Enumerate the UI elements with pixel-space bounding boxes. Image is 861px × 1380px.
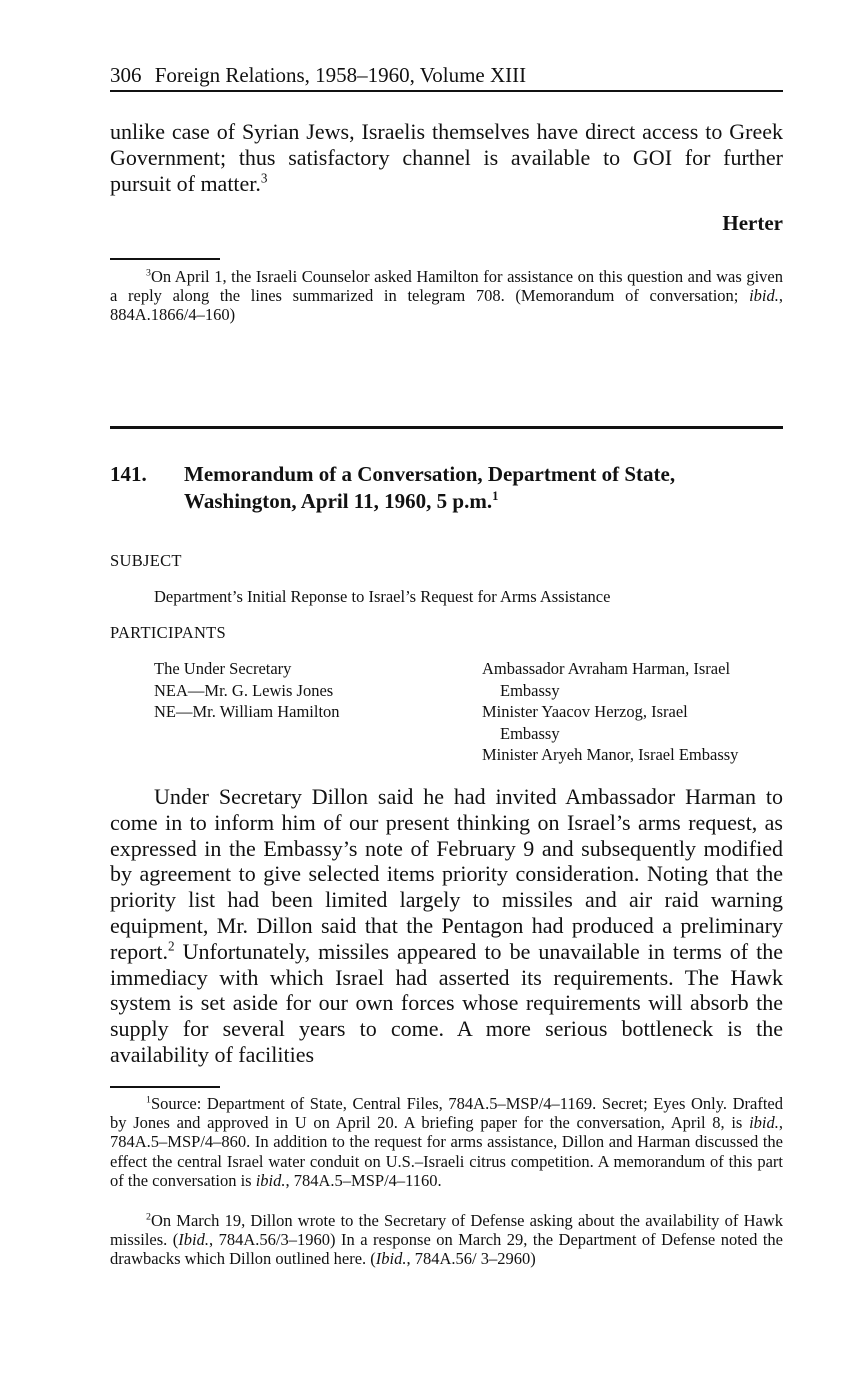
footnote-text: , 784A.56/ 3–2960): [406, 1249, 536, 1269]
footnote-text: Source: Department of State, Central Files, 784A.5–MSP/4–1169. Secret; Eyes Only. Drafted by Jones and approved in U on April 20. A briefing paper for the conversation, April 8, is: [110, 1094, 783, 1133]
signature: Herter: [722, 211, 783, 235]
footnote-ref-1: 1: [492, 489, 499, 503]
footnote-text: On March 19, Dillon wrote to the Secretary of Defense asking about the availability of Hawk missiles. (: [110, 1211, 783, 1250]
participant: Minister Yaacov Herzog, Israel: [482, 702, 688, 721]
participants-us: [154, 658, 474, 723]
footnote-1: [110, 1094, 783, 1190]
footnote-3: [110, 267, 783, 325]
paragraph-text: Under Secretary Dillon said he had invited Ambassador Harman to come in to inform him of our present thinking on Israel’s arms request, as expressed in the Embassy’s note of February 9 and subsequently modified by agreement to give selected items priority consideration. Noting that the priority list had been limited largely to missiles and air raid warning equipment, Mr. Dillon said that the Pentagon had produced a preliminary report.: [110, 784, 783, 964]
page-number: 306: [110, 63, 142, 87]
footnote-text: On April 1, the Israeli Counselor asked Hamilton for assistance on this question and was given a reply along the lines summarized in telegram 708. (Memorandum of conversation;: [110, 267, 783, 306]
running-title: Foreign Relations, 1958–1960, Volume XIII: [154, 63, 527, 87]
footnote-2: [110, 1211, 783, 1269]
footnote-text: , 884A.1866/4–160): [110, 286, 783, 325]
participants-label: PARTICIPANTS: [110, 623, 227, 642]
footnote-ibid: ibid.: [749, 286, 779, 306]
main-paragraph: [110, 784, 783, 1068]
footnote-ibid: Ibid.: [375, 1249, 407, 1269]
document-title: [184, 461, 784, 515]
footnote-divider: [110, 1086, 220, 1088]
continued-text: unlike case of Syrian Jews, Israelis themselves have direct access to Greek Government; thus satisfactory channel is available to GOI for further pursuit of matter.: [110, 119, 783, 196]
document-number: 141.: [110, 462, 147, 486]
footnote-text: , 784A.56/3–1960) In a response on March 29, the Department of Defense noted the drawbacks which Dillon outlined here. (: [110, 1230, 784, 1269]
footnote-marker: 1: [146, 1094, 151, 1106]
participant: Minister Aryeh Manor, Israel Embassy: [482, 745, 739, 764]
participant: NEA—Mr. G. Lewis Jones: [154, 680, 334, 700]
footnote-ibid: Ibid.: [178, 1230, 210, 1250]
participants-israel: [482, 658, 784, 766]
subject-label: SUBJECT: [110, 551, 182, 570]
footnote-divider: [110, 258, 220, 260]
footnote-text: , 784A.5–MSP/4–1160.: [285, 1170, 442, 1190]
participant: NE—Mr. William Hamilton: [154, 702, 340, 721]
participant-continued: Embassy: [500, 723, 560, 743]
footnote-ref-3: 3: [260, 170, 268, 186]
footnote-marker: 2: [146, 1211, 151, 1223]
footnote-marker: 3: [146, 267, 151, 279]
footnote-ibid: ibid.: [749, 1113, 779, 1133]
participant: The Under Secretary: [154, 659, 292, 678]
footnote-ibid: ibid.: [255, 1170, 286, 1190]
subject-text: Department’s Initial Reponse to Israel’s Request for Arms Assistance: [154, 587, 611, 606]
footnote-text: , 784A.5–MSP/4–860. In addition to the request for arms assistance, Dillon and Harman discussed the effect the central Israel water conduit on U.S.–Israeli citrus competition. A memorandum of this part of the conversation is: [110, 1113, 783, 1190]
continued-paragraph: [110, 119, 783, 196]
footnote-ref-2: 2: [168, 938, 175, 954]
running-header: [110, 62, 783, 92]
section-divider: [110, 426, 783, 429]
paragraph-text: Unfortunately, missiles appeared to be unavailable in terms of the immediacy with which Israel had asserted its requirements. The Hawk system is set aside for our own forces whose requirements will absorb the supply for several years to come. A more serious bottleneck is the availability of facilities: [110, 938, 783, 1067]
participant-continued: Embassy: [500, 680, 560, 700]
participant: Ambassador Avraham Harman, Israel: [482, 659, 731, 678]
document-title-text: Memorandum of a Conversation, Department of State, Washington, April 11, 1960, 5 p.m.: [184, 462, 676, 513]
